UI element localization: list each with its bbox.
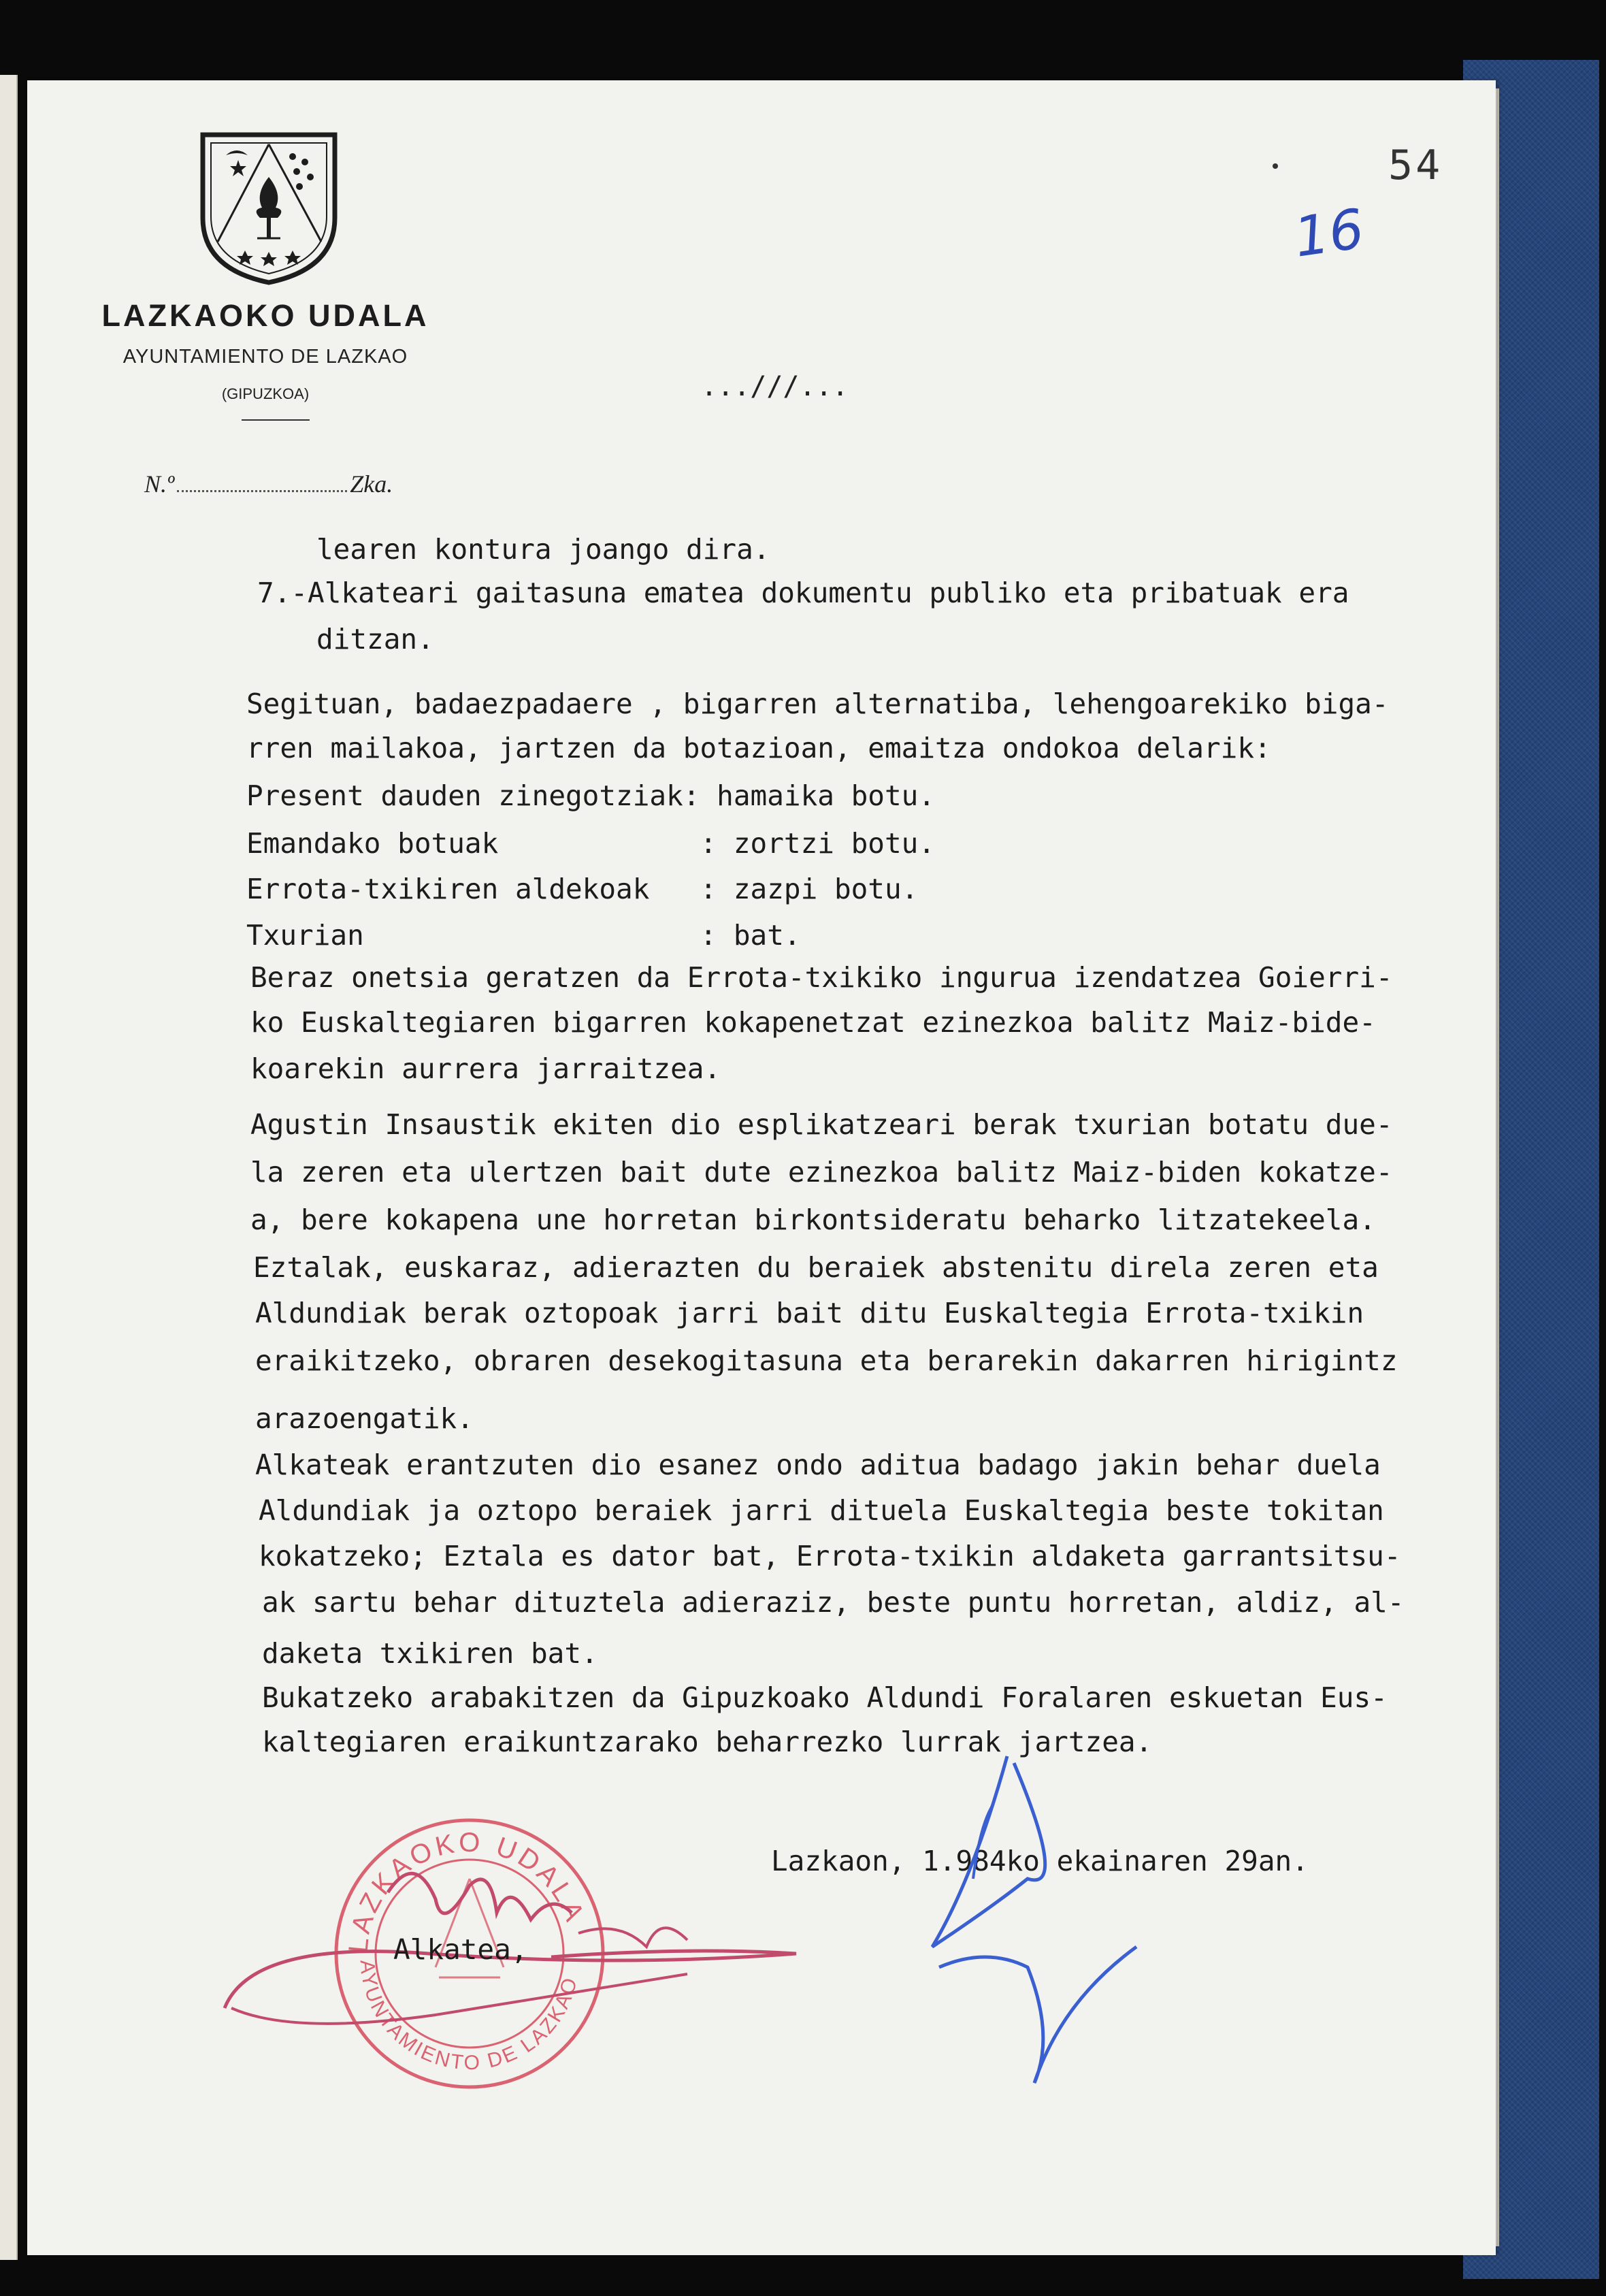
secretary-signature — [891, 1743, 1164, 2097]
place-and-date: Lazkaon, 1.984ko ekainaren 29an. — [771, 1845, 1309, 1877]
stamp-text-bottom: AYUNTAMIENTO DE LAZKAO — [355, 1959, 583, 2075]
body-line: eraikitzeko, obraren desekogitasuna eta berarekin dakarren hirigintz — [255, 1344, 1398, 1377]
number-prefix: N.º — [144, 470, 175, 498]
body-line: rren mailakoa, jartzen da botazioan, emaitza ondokoa delarik: — [246, 732, 1271, 764]
header-divider — [242, 419, 310, 421]
body-line: Agustin Insaustik ekiten dio esplikatzeari berak txurian botatu due- — [250, 1108, 1393, 1141]
page-number: 54 — [1388, 142, 1443, 189]
body-line: daketa txikiren bat. — [262, 1637, 598, 1670]
body-line: Txurian : bat. — [246, 919, 801, 952]
number-blank — [177, 474, 347, 492]
body-line: ak sartu behar dituztela adieraziz, beste puntu horretan, aldiz, al- — [262, 1586, 1405, 1619]
continuation-mark: ...///... — [701, 371, 849, 402]
body-line: Segituan, badaezpadaere , bigarren alternatiba, lehengoarekiko biga- — [246, 688, 1389, 720]
body-line: koarekin aurrera jarraitzea. — [250, 1052, 721, 1085]
body-line: a, bere kokapena une horretan birkontsideratu beharko litzatekeela. — [250, 1203, 1376, 1236]
body-line: ditzan. — [316, 623, 434, 656]
body-line: la zeren eta ulertzen bait dute ezinezkoa balitz Maiz-biden kokatze- — [250, 1156, 1393, 1189]
body-line: Errota-txikiren aldekoak : zazpi botu. — [246, 873, 919, 905]
body-line: arazoengatik. — [255, 1402, 474, 1435]
body-line: kokatzeko; Eztala es dator bat, Errota-txikin aldaketa garrantsitsu- — [259, 1540, 1401, 1572]
body-line: Emandako botuak : zortzi botu. — [246, 827, 936, 860]
number-suffix: Zka. — [350, 470, 393, 498]
stamp-text-top: LAZKAOKO UDALA — [343, 1827, 591, 1954]
body-line: kaltegiaren eraikuntzarako beharrezko lurrak jartzea. — [262, 1726, 1153, 1758]
signatory-label: Alkatea, — [393, 1933, 528, 1966]
document-number-field — [144, 470, 393, 498]
body-line: Alkateak erantzuten dio esanez ondo aditua badago jakin behar duela — [255, 1449, 1381, 1481]
body-line: 7.-Alkateari gaitasuna ematea dokumentu publiko eta pribatuak era — [257, 577, 1349, 609]
handwritten-number: 16 — [1290, 197, 1368, 270]
body-line: learen kontura joango dira. — [316, 533, 770, 566]
body-line: Aldundiak ja oztopo beraiek jarri dituela Euskaltegia beste tokitan — [259, 1494, 1384, 1527]
body-line: Present dauden zinegotziak: hamaika botu. — [246, 779, 936, 812]
body-line: Beraz onetsia geratzen da Errota-txikiko ingurua izendatzea Goierri- — [250, 961, 1393, 994]
body-line: Aldundiak berak oztopoak jarri bait ditu Euskaltegia Errota-txikin — [255, 1297, 1364, 1329]
body-line: ko Euskaltegiaren bigarren kokapenetzat ezinezkoa balitz Maiz-bide- — [250, 1006, 1376, 1039]
coat-of-arms-icon — [197, 129, 340, 286]
facing-page-edge — [0, 75, 18, 2260]
org-province: (GIPUZKOA) — [221, 385, 310, 402]
body-line: Eztalak, euskaraz, adierazten du beraiek abstenitu direla zeren eta — [253, 1251, 1379, 1284]
org-subtitle: AYUNTAMIENTO DE LAZKAO — [122, 346, 408, 368]
org-name: LAZKAOKO UDALA — [101, 298, 429, 333]
body-line: Bukatzeko arabakitzen da Gipuzkoako Aldundi Foralaren eskuetan Eus- — [262, 1681, 1388, 1714]
page-dot — [1273, 163, 1278, 169]
